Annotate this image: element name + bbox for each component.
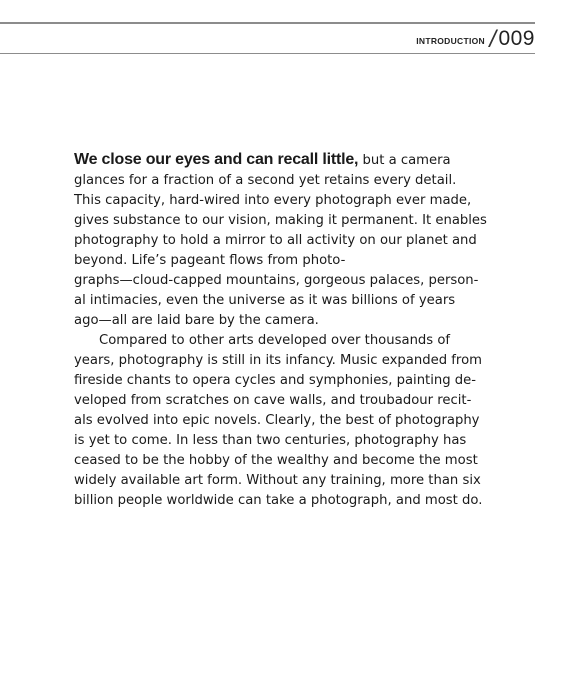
paragraph-2-line: als evolved into epic novels. Clearly, the best of photography: [74, 413, 480, 428]
paragraph-1-text: but a camera: [358, 153, 451, 168]
paragraph-1-line: ago—all are laid bare by the camera.: [74, 313, 319, 328]
paragraph-2-line: veloped from scratches on cave walls, and troubadour recit-: [74, 393, 472, 408]
paragraph-2-line: widely available art form. Without any training, more than six: [74, 473, 481, 488]
paragraph-1-line: beyond. Life’s pageant flows from photo-: [74, 253, 346, 268]
lead-in-phrase: We close our eyes and can recall little,: [74, 151, 359, 168]
paragraph-2-line: Compared to other arts developed over thousands of: [99, 333, 451, 348]
body-text: [74, 150, 494, 511]
paragraph-1-line: gives substance to our vision, making it permanent. It enables: [74, 213, 487, 228]
paragraph-1-line: al intimacies, even the universe as it was billions of years: [74, 293, 456, 308]
paragraph-2-line: fireside chants to opera cycles and symphonies, painting de-: [74, 373, 477, 388]
paragraph-2-line: is yet to come. In less than two centuries, photography has: [74, 433, 467, 448]
running-header: [0, 22, 535, 54]
page-number: 009: [498, 27, 535, 50]
paragraph-1-line: This capacity, hard-wired into every photograph ever made,: [74, 193, 472, 208]
section-label: INTRODUCTION: [416, 36, 485, 46]
paragraph-2-line: billion people worldwide can take a photograph, and most do.: [74, 493, 483, 508]
paragraph-2-line: ceased to be the hobby of the wealthy and become the most: [74, 453, 478, 468]
header-separator: /: [489, 26, 496, 53]
paragraph-1-line: graphs—cloud-capped mountains, gorgeous palaces, person-: [74, 273, 479, 288]
paragraph-2-line: years, photography is still in its infancy. Music expanded from: [74, 353, 482, 368]
paragraph-1-line: [74, 150, 494, 171]
paragraph-1-line: glances for a fraction of a second yet retains every detail.: [74, 173, 457, 188]
paragraph-1-line: photography to hold a mirror to all activity on our planet and: [74, 233, 477, 248]
